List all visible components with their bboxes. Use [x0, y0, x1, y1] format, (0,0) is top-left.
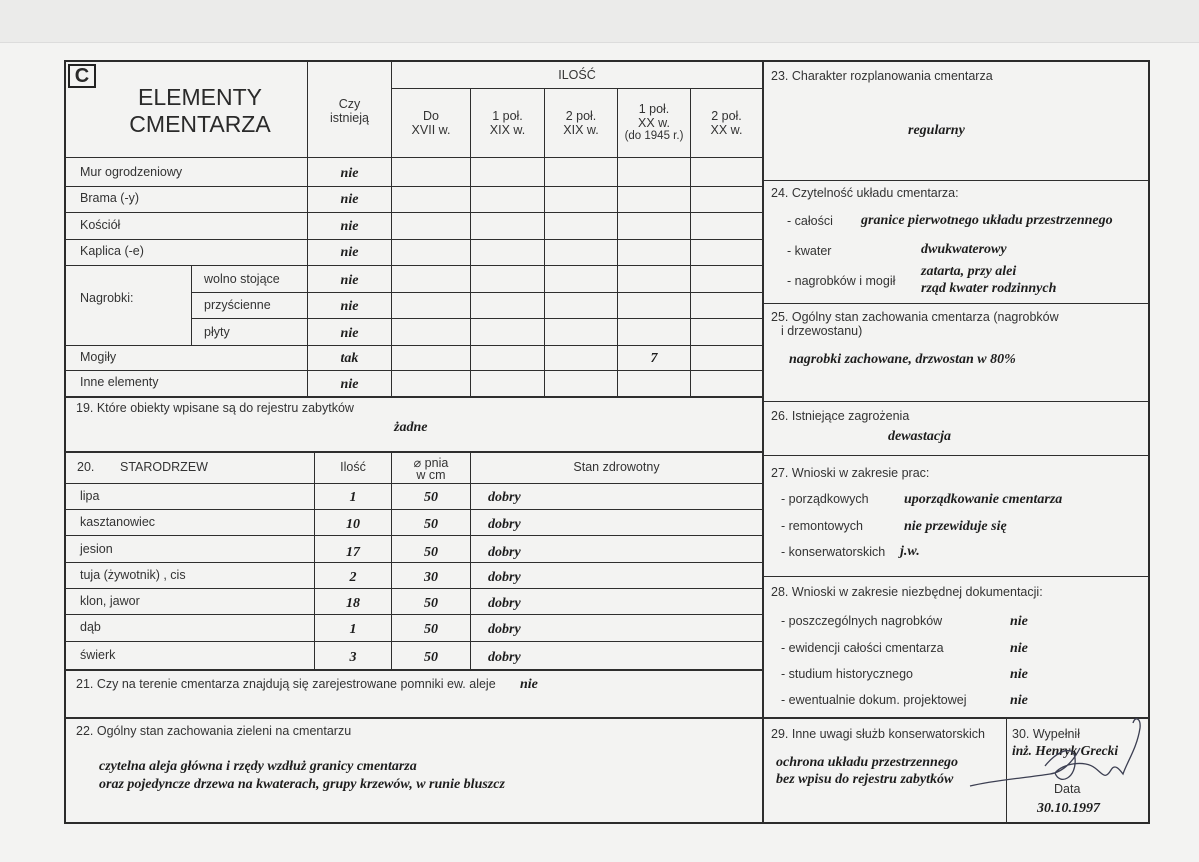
rule — [65, 717, 763, 719]
scan-top-band — [0, 0, 1199, 43]
rule — [65, 562, 763, 563]
q20-num: 20. — [77, 460, 95, 474]
tree-name: lipa — [80, 489, 100, 503]
czy-head-1: Czy — [338, 97, 361, 111]
rule — [65, 370, 763, 371]
tree-pnia: 50 — [424, 622, 438, 637]
q27-remont-answer: nie przewiduje się — [904, 519, 1007, 534]
q22-answer-2: oraz pojedyncze drzewa na kwaterach, grupy krzewów, w runie bluszcz — [99, 777, 505, 792]
q28-item-answer: nie — [1010, 693, 1028, 708]
tree-ilosc: 1 — [349, 622, 357, 637]
period-4-l1: 2 poł. — [711, 109, 742, 123]
tree-ilosc: 3 — [349, 650, 357, 665]
q21-label: 21. Czy na terenie cmentarza znajdują się zarejestrowane pomniki ew. aleje — [76, 677, 496, 691]
period-1-l2: XIX w. — [489, 123, 526, 137]
rule — [65, 641, 763, 642]
rule — [191, 292, 763, 293]
tree-name: świerk — [80, 648, 116, 662]
q22-label: 22. Ogólny stan zachowania zieleni na cmentarzu — [76, 724, 352, 738]
rule — [191, 265, 192, 345]
tree-pnia: 50 — [424, 517, 438, 532]
tree-pnia: 50 — [424, 490, 438, 505]
period-2-l2: XIX w. — [563, 123, 599, 137]
tree-name: kasztanowiec — [80, 515, 156, 529]
row-czy-inne: nie — [340, 377, 359, 392]
rule — [65, 483, 763, 484]
q24-calosci-label: - całości — [787, 214, 833, 228]
row-czy-mogily: tak — [340, 351, 359, 366]
q26-label: 26. Istniejące zagrożenia — [771, 409, 910, 423]
q24-nagrobkow-label: - nagrobków i mogił — [787, 274, 896, 288]
row-czy-kaplica: nie — [340, 245, 359, 260]
tree-name: jesion — [80, 542, 113, 556]
tree-ilosc: 1 — [349, 490, 357, 505]
period-1-l1: 1 poł. — [492, 109, 523, 123]
q20-pnia-head-2: w cm — [416, 468, 446, 482]
q20-title: STARODRZEW — [120, 460, 208, 474]
q20-pnia-head-1: ⌀ pnia — [413, 456, 449, 470]
q20-stan-head: Stan zdrowotny — [573, 460, 660, 474]
rule — [65, 396, 763, 398]
section-letter-box: C — [68, 64, 96, 88]
rule — [65, 345, 763, 346]
q28-item-label: - ewidencji całości cmentarza — [781, 641, 944, 655]
q29-answer-2: bez wpisu do rejestru zabytków — [776, 772, 954, 787]
q20-ilosc-head: Ilość — [340, 460, 366, 474]
q24-calosci-answer: granice pierwotnego układu przestrzennego — [861, 213, 1113, 228]
q24-nagrobkow-answer-2: rząd kwater rodzinnych — [921, 281, 1057, 296]
row-label-kosciol: Kościół — [80, 218, 121, 232]
q23-label: 23. Charakter rozplanowania cmentarza — [771, 69, 993, 83]
q27-konserw-answer: j.w. — [900, 544, 920, 559]
rule — [65, 588, 763, 589]
row-label-mur: Mur ogrodzeniowy — [80, 165, 183, 179]
rule — [191, 318, 763, 319]
q27-konserw-label: - konserwatorskich — [781, 545, 886, 559]
row-label-brama: Brama (-y) — [80, 191, 140, 205]
q19-answer: żadne — [394, 420, 428, 435]
q28-item-label: - poszczególnych nagrobków — [781, 614, 943, 628]
period-3-l2: XX w. — [638, 116, 670, 130]
rule — [763, 180, 1149, 181]
tree-stan: dobry — [488, 596, 521, 611]
rule — [65, 212, 763, 213]
tree-name: klon, jawor — [80, 594, 140, 608]
rule — [65, 669, 763, 671]
q25-label-1: 25. Ogólny stan zachowania cmentarza (nagrobków — [771, 310, 1059, 324]
tree-name: tuja (żywotnik) , cis — [80, 568, 186, 582]
main-vertical-divider — [762, 61, 764, 823]
row-label-inne: Inne elementy — [80, 375, 159, 389]
mogily-count: 7 — [650, 351, 658, 366]
rule — [65, 535, 763, 536]
elementy-title-line2: CMENTARZA — [129, 111, 271, 137]
q28-label: 28. Wnioski w zakresie niezbędnej dokumentacji: — [771, 585, 1043, 599]
q25-label-2: i drzewostanu) — [781, 324, 863, 338]
row-label-mogily: Mogiły — [80, 350, 117, 364]
tree-pnia: 50 — [424, 650, 438, 665]
rule — [763, 455, 1149, 456]
row-czy-wolno: nie — [340, 273, 359, 288]
rule — [65, 614, 763, 615]
tree-stan: dobry — [488, 490, 521, 505]
row-czy-brama: nie — [340, 192, 359, 207]
q27-porz-label: - porządkowych — [781, 492, 869, 506]
row-label-wolno: wolno stojące — [204, 272, 280, 286]
tree-ilosc: 10 — [346, 517, 360, 532]
row-label-przyscienne: przyścienne — [204, 298, 271, 312]
tree-ilosc: 2 — [349, 570, 357, 585]
tree-stan: dobry — [488, 622, 521, 637]
q30-data-label: Data — [1054, 782, 1081, 796]
period-0-l1: Do — [423, 109, 439, 123]
tree-pnia: 50 — [424, 545, 438, 560]
tree-stan: dobry — [488, 650, 521, 665]
nagrobki-label: Nagrobki: — [80, 291, 134, 305]
rule — [65, 186, 763, 187]
q19-label: 19. Które obiekty wpisane są do rejestru zabytków — [76, 401, 354, 415]
q21-answer: nie — [520, 677, 538, 692]
elementy-title-line1: ELEMENTY — [138, 84, 262, 110]
ilosc-head: ILOŚĆ — [558, 68, 596, 82]
rule — [763, 401, 1149, 402]
row-czy-przyscienne: nie — [340, 299, 359, 314]
tree-stan: dobry — [488, 545, 521, 560]
row-czy-plyty: nie — [340, 326, 359, 341]
rule — [65, 239, 763, 240]
q23-answer: regularny — [908, 123, 965, 138]
row-label-kaplica: Kaplica (-e) — [80, 244, 144, 258]
czy-head-2: istnieją — [330, 111, 369, 125]
period-0-l2: XVII w. — [411, 123, 451, 137]
rule — [65, 157, 763, 158]
q28-item-label: - studium historycznego — [781, 667, 914, 681]
rule — [763, 303, 1149, 304]
q25-answer: nagrobki zachowane, drzwostan w 80% — [789, 352, 1016, 367]
rule — [65, 265, 763, 266]
q27-label: 27. Wnioski w zakresie prac: — [771, 466, 930, 480]
rule — [391, 88, 763, 89]
period-4-l2: XX w. — [710, 123, 743, 137]
q27-porz-answer: uporządkowanie cmentarza — [904, 492, 1063, 507]
row-czy-kosciol: nie — [340, 219, 359, 234]
signature — [955, 708, 1155, 798]
q24-nagrobkow-answer-1: zatarta, przy alei — [921, 264, 1017, 279]
q30-label: 30. Wypełnił — [1012, 727, 1080, 741]
tree-pnia: 50 — [424, 596, 438, 611]
q28-item-answer: nie — [1010, 667, 1028, 682]
rule — [65, 451, 763, 453]
rule — [763, 576, 1149, 577]
q29-answer-1: ochrona układu przestrzennego — [776, 755, 959, 770]
q24-label: 24. Czytelność układu cmentarza: — [771, 186, 959, 200]
rule — [470, 452, 471, 670]
tree-ilosc: 18 — [346, 596, 360, 611]
tree-ilosc: 17 — [346, 545, 360, 560]
q22-answer-1: czytelna aleja główna i rzędy wzdłuż granicy cmentarza — [99, 759, 417, 774]
q24-kwater-answer: dwukwaterowy — [921, 242, 1007, 257]
row-czy-mur: nie — [340, 166, 359, 181]
period-3-l3: (do 1945 r.) — [624, 130, 684, 142]
q28-item-answer: nie — [1010, 614, 1028, 629]
tree-name: dąb — [80, 620, 101, 634]
period-3-l1: 1 poł. — [638, 102, 670, 116]
row-label-plyty: płyty — [204, 325, 230, 339]
q28-item-answer: nie — [1010, 641, 1028, 656]
q29-label: 29. Inne uwagi służb konserwatorskich — [771, 727, 986, 741]
q27-remont-label: - remontowych — [781, 519, 863, 533]
period-2-l1: 2 poł. — [565, 109, 597, 123]
tree-stan: dobry — [488, 570, 521, 585]
q26-answer: dewastacja — [888, 429, 951, 444]
q30-date: 30.10.1997 — [1037, 801, 1100, 816]
q28-item-label: - ewentualnie dokum. projektowej — [781, 693, 967, 707]
rule — [65, 509, 763, 510]
tree-stan: dobry — [488, 517, 521, 532]
tree-pnia: 30 — [424, 570, 438, 585]
q24-kwater-label: - kwater — [787, 244, 832, 258]
q30-name: inż. Henryk Grecki — [1012, 743, 1119, 758]
